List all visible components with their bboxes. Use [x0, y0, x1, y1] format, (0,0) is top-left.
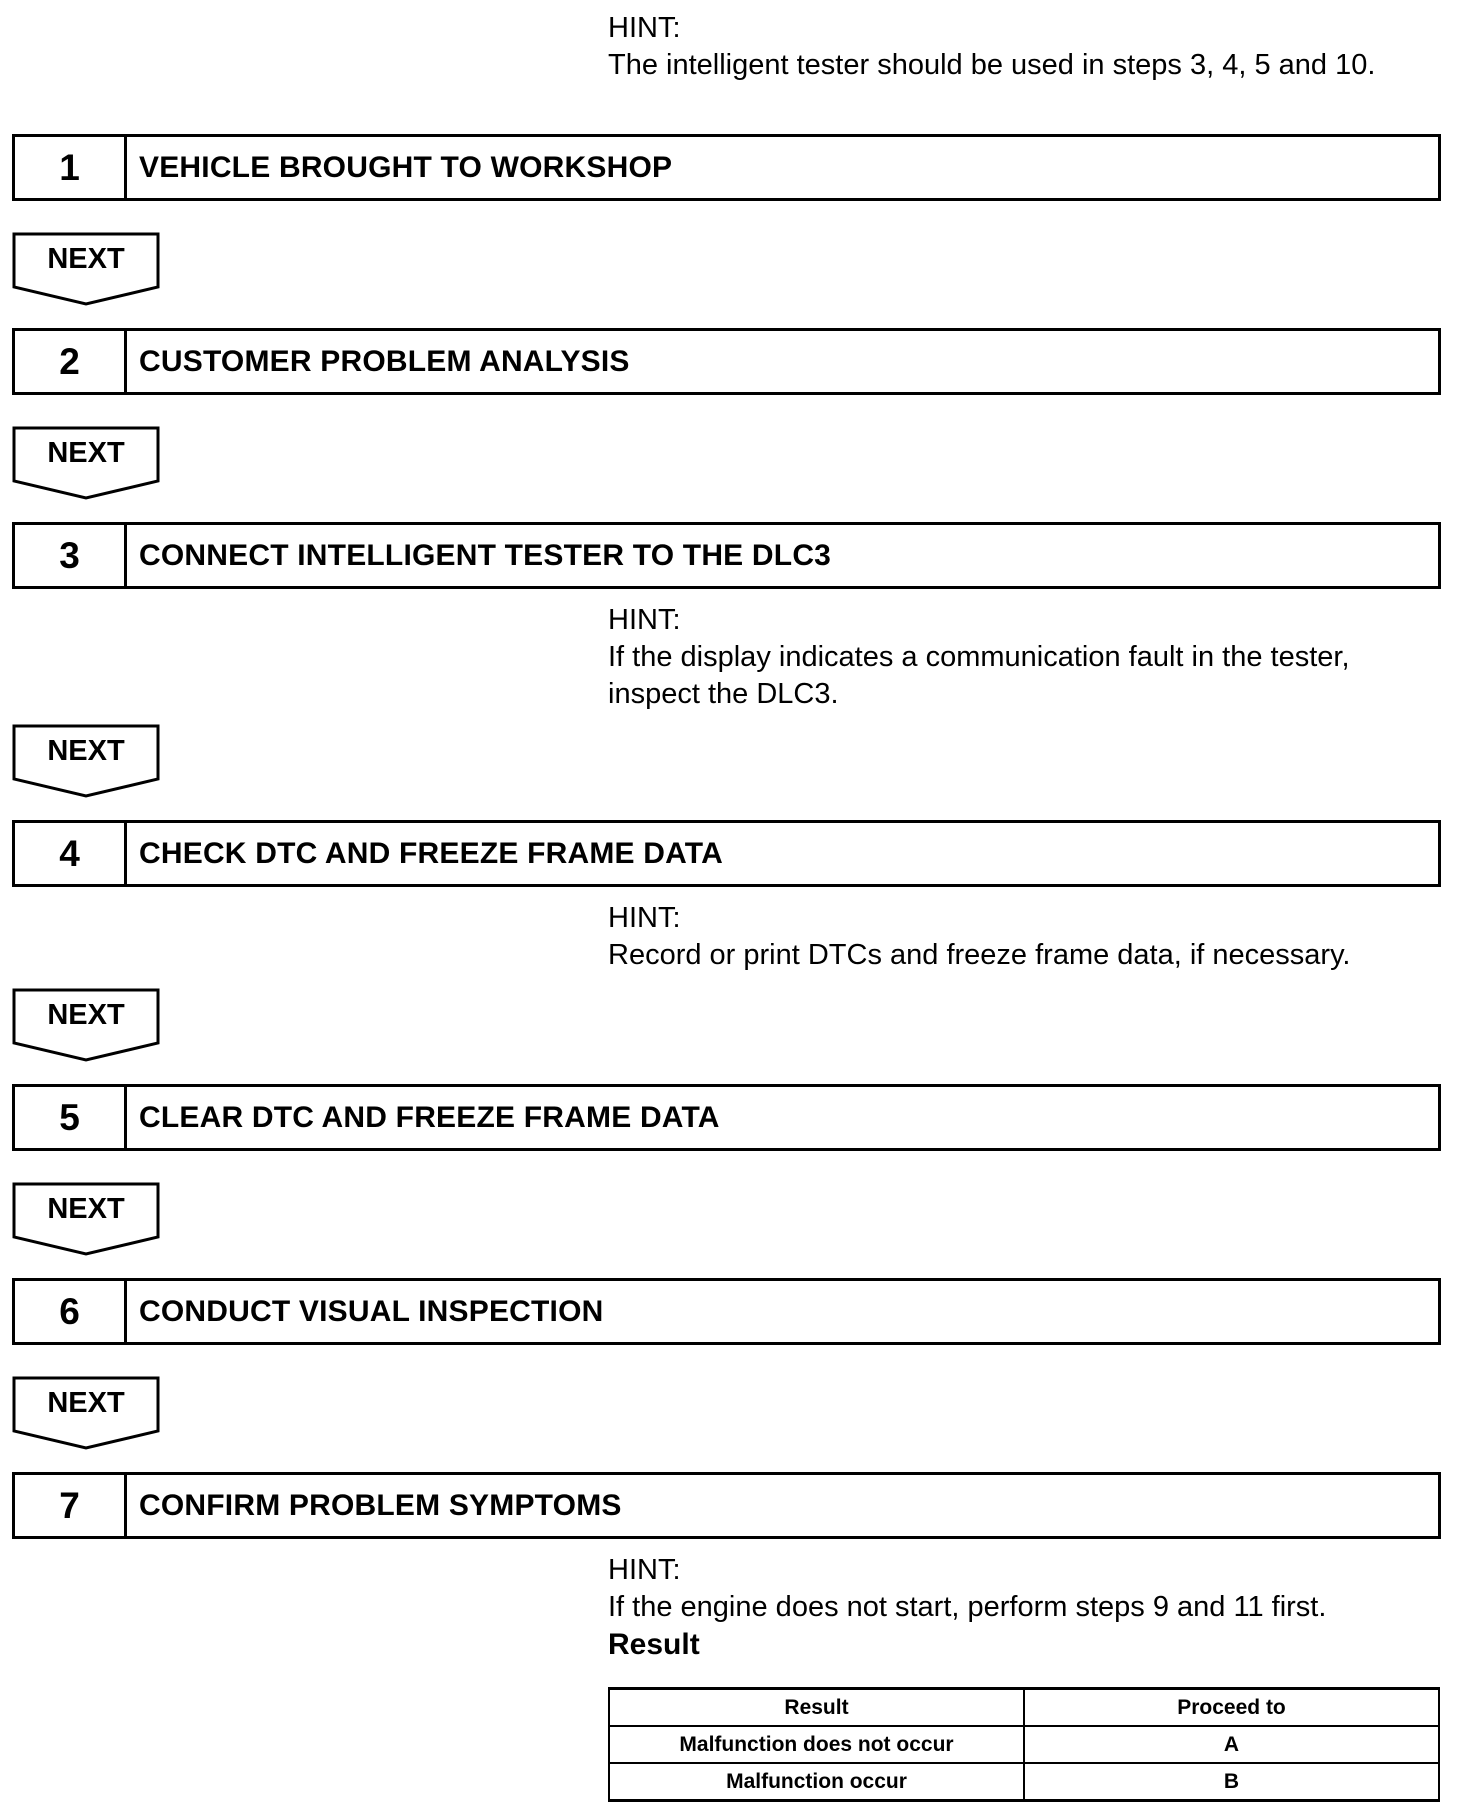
next-button-1[interactable]	[12, 232, 160, 308]
step-4	[12, 820, 1441, 887]
step-title: VEHICLE BROUGHT TO WORKSHOP	[139, 150, 673, 184]
step-number: 6	[15, 1281, 127, 1342]
next-button-4[interactable]	[12, 988, 160, 1064]
step-number: 7	[15, 1475, 127, 1536]
next-button-6[interactable]	[12, 1376, 160, 1452]
table-row	[609, 1763, 1439, 1801]
step-7	[12, 1472, 1441, 1539]
hint-label: HINT:	[608, 902, 681, 934]
step-number: 5	[15, 1087, 127, 1148]
next-button-3[interactable]	[12, 724, 160, 800]
result-table	[608, 1687, 1440, 1802]
next-label: NEXT	[47, 1193, 125, 1225]
hint-text: Record or print DTCs and freeze frame data, if necessary.	[608, 939, 1351, 971]
table-header-row	[609, 1689, 1439, 1727]
table-cell-proceed: B	[1024, 1763, 1439, 1801]
table-header-result: Result	[609, 1689, 1024, 1727]
step-title: CLEAR DTC AND FREEZE FRAME DATA	[139, 1100, 720, 1134]
hint-label: HINT:	[608, 12, 681, 44]
step-number: 2	[15, 331, 127, 392]
hint-block-step-7	[608, 1552, 1458, 1663]
next-label: NEXT	[47, 1387, 125, 1419]
step-2	[12, 328, 1441, 395]
hint-text-line-2: inspect the DLC3.	[608, 678, 839, 710]
step-title: CONFIRM PROBLEM SYMPTOMS	[139, 1488, 622, 1522]
table-cell-proceed: A	[1024, 1726, 1439, 1763]
hint-text-line-1: If the display indicates a communication fault in the tester,	[608, 641, 1350, 673]
step-title: CONDUCT VISUAL INSPECTION	[139, 1294, 604, 1328]
table-row	[609, 1726, 1439, 1763]
table-cell-result: Malfunction occur	[609, 1763, 1024, 1801]
hint-text: The intelligent tester should be used in steps 3, 4, 5 and 10.	[608, 49, 1376, 81]
step-5	[12, 1084, 1441, 1151]
step-title: CONNECT INTELLIGENT TESTER TO THE DLC3	[139, 538, 832, 572]
step-number: 1	[15, 137, 127, 198]
step-1	[12, 134, 1441, 201]
hint-block-top	[608, 10, 1458, 84]
next-label: NEXT	[47, 243, 125, 275]
hint-block-step-4	[608, 900, 1458, 974]
next-button-2[interactable]	[12, 426, 160, 502]
table-cell-result: Malfunction does not occur	[609, 1726, 1024, 1763]
next-button-5[interactable]	[12, 1182, 160, 1258]
next-label: NEXT	[47, 437, 125, 469]
step-6	[12, 1278, 1441, 1345]
hint-text: If the engine does not start, perform steps 9 and 11 first.	[608, 1591, 1327, 1623]
step-title: CHECK DTC AND FREEZE FRAME DATA	[139, 836, 723, 870]
step-number: 4	[15, 823, 127, 884]
hint-label: HINT:	[608, 604, 681, 636]
step-title: CUSTOMER PROBLEM ANALYSIS	[139, 344, 630, 378]
hint-label: HINT:	[608, 1554, 681, 1586]
table-header-proceed: Proceed to	[1024, 1689, 1439, 1727]
step-3	[12, 522, 1441, 589]
hint-block-step-3	[608, 602, 1458, 713]
result-heading: Result	[608, 1628, 700, 1661]
step-number: 3	[15, 525, 127, 586]
next-label: NEXT	[47, 735, 125, 767]
next-label: NEXT	[47, 999, 125, 1031]
